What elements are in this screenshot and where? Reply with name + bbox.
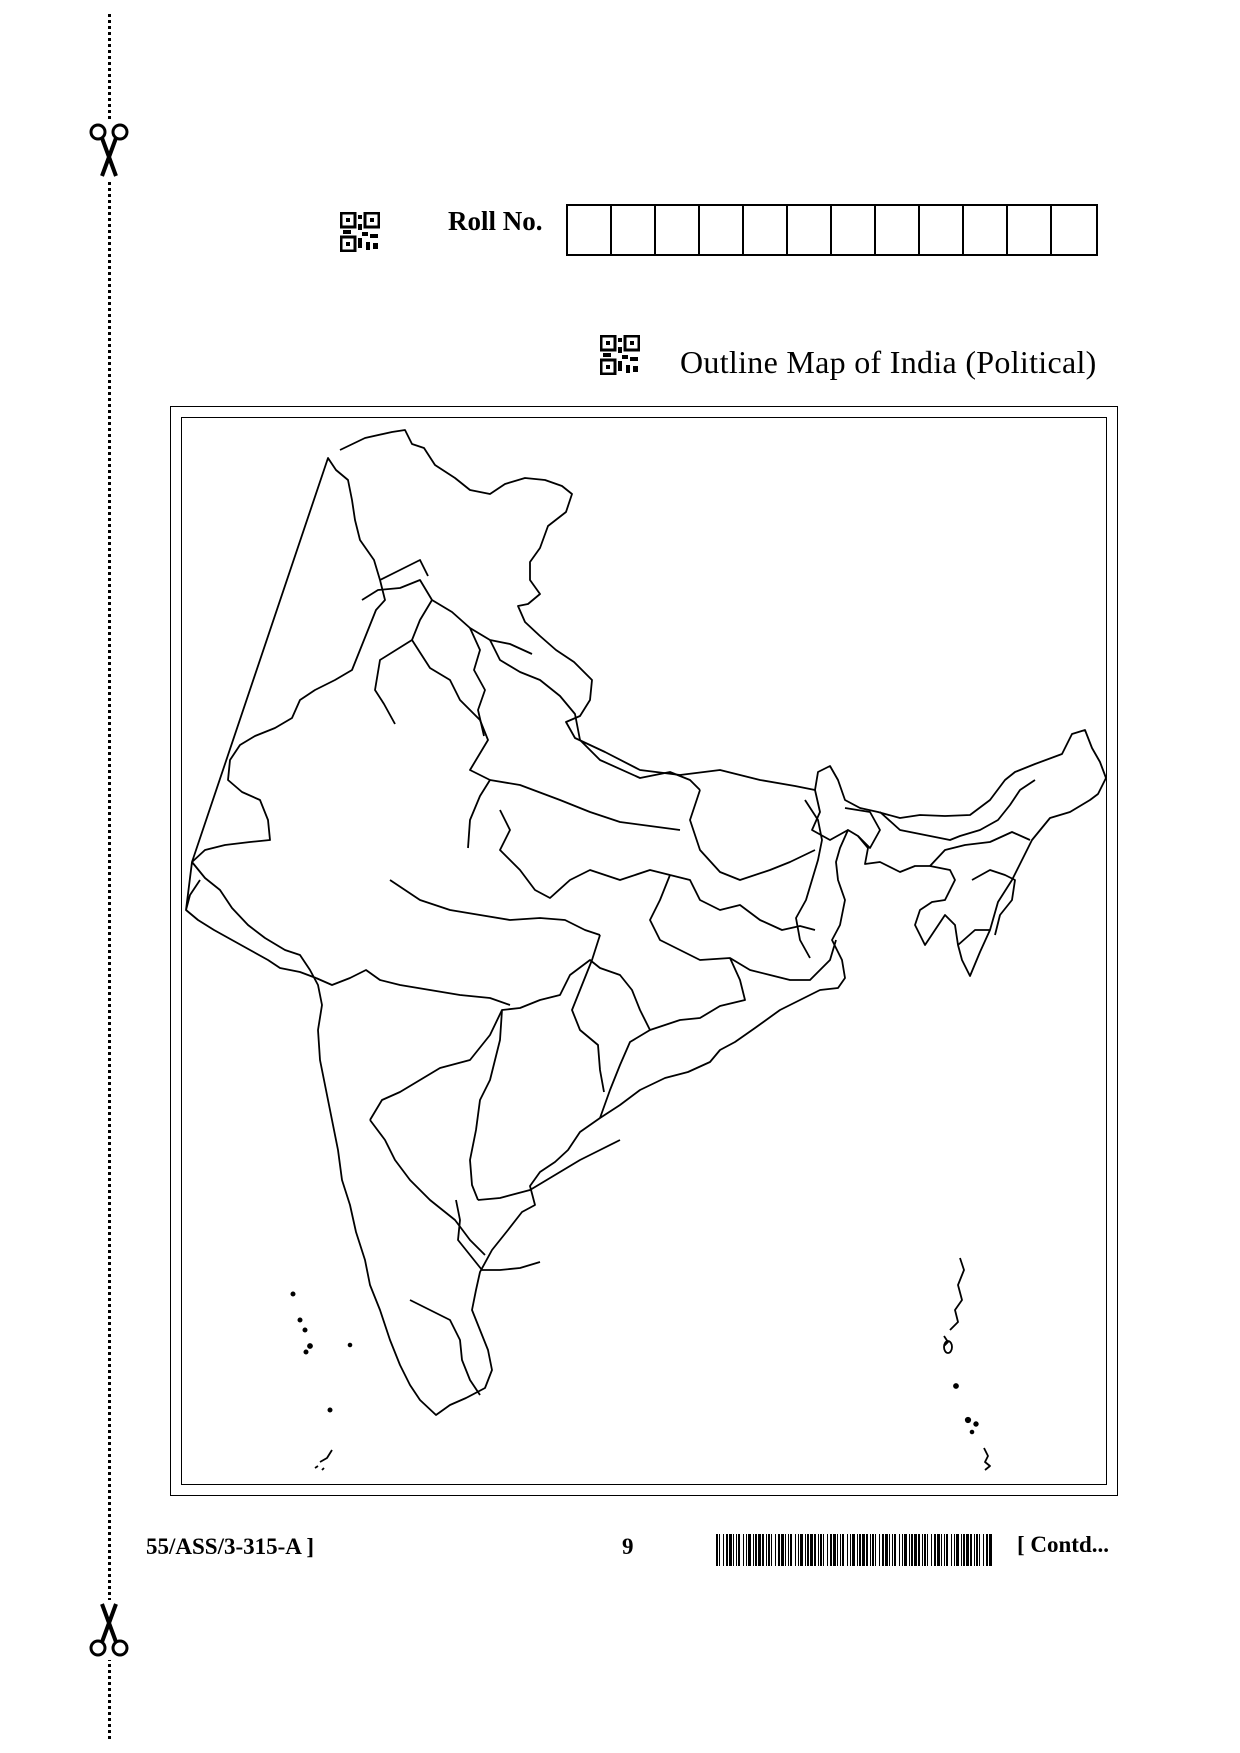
roll-no-label: Roll No. [448, 206, 543, 236]
footer-paper-code: 55/ASS/3-315-A ] [146, 1534, 315, 1559]
india-border [186, 430, 1106, 1415]
contd-label: [ Contd... [1017, 1532, 1110, 1557]
barcode-icon [716, 1534, 992, 1566]
page-number: 9 [622, 1534, 634, 1559]
map-title: Outline Map of India (Political) [680, 344, 1097, 380]
